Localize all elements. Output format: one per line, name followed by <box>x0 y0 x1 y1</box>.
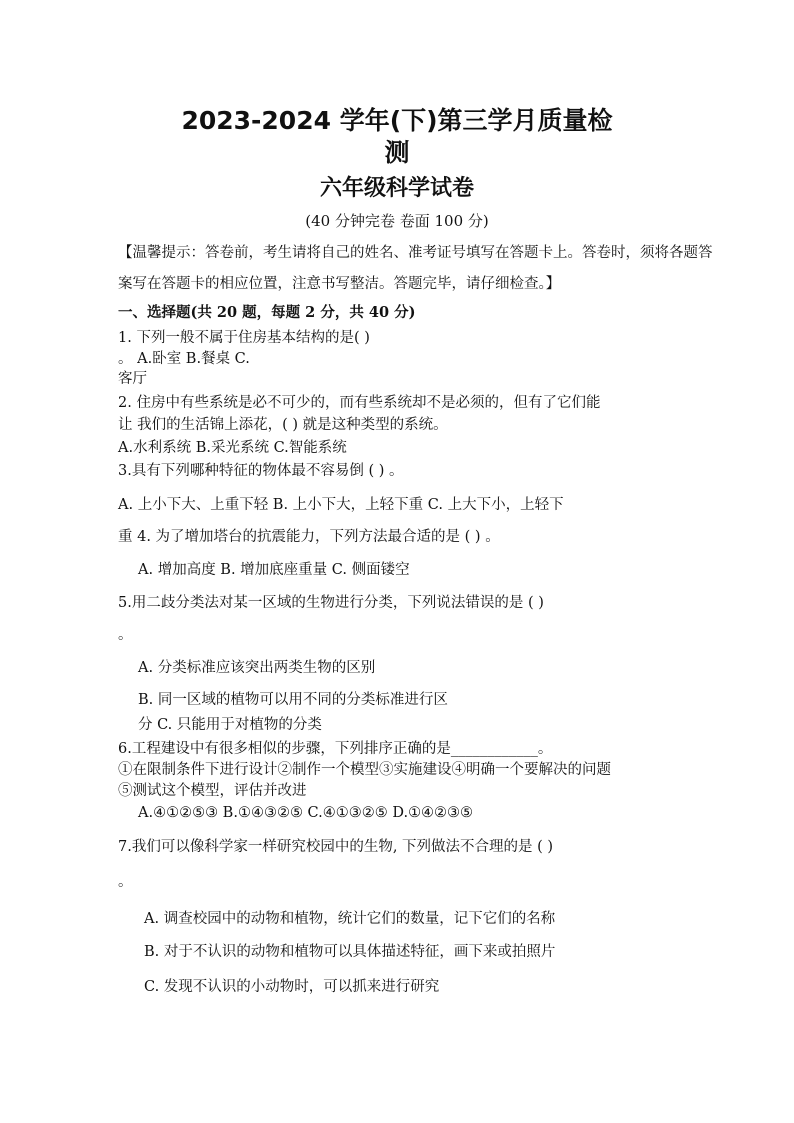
q4-options: A. 增加高度 B. 增加底座重量 C. 侧面镂空 <box>138 562 410 578</box>
q5-option-c: 分 C. 只能用于对植物的分类 <box>138 717 322 733</box>
q5-option-b: B. 同一区域的植物可以用不同的分类标准进行区 <box>138 692 448 708</box>
q5-stem-end: 。 <box>118 627 133 643</box>
q3-options-line1: A. 上小下大、上重下轻 B. 上小下大，上轻下重 C. 上大下小，上轻下 <box>118 497 564 513</box>
q7-option-a: A. 调查校园中的动物和植物，统计它们的数量，记下它们的名称 <box>144 911 556 927</box>
q5-option-a: A. 分类标准应该突出两类生物的区别 <box>138 660 376 676</box>
q6-steps-line2: ⑤测试这个模型，评估并改进 <box>118 783 307 799</box>
q2-stem-line1: 2. 住房中有些系统是必不可少的，而有些系统却不是必须的，但有了它们能 <box>118 395 601 411</box>
exam-title-line1: 2023-2024 学年(下)第三学月质量检 <box>181 106 613 135</box>
q2-options: A.水利系统 B.采光系统 C.智能系统 <box>118 440 347 456</box>
q7-stem: 7.我们可以像科学家一样研究校园中的生物, 下列做法不合理的是 ( ) <box>118 839 554 855</box>
section-1-heading: 一、选择题(共 20 题，每题 2 分，共 40 分) <box>118 304 416 321</box>
tip-line-1: 【温馨提示：答卷前，考生请将自己的姓名、准考证号填写在答题卡上。答卷时，须将各题答 <box>118 245 713 261</box>
q7-stem-end: 。 <box>118 874 133 890</box>
q3-stem: 3.具有下列哪种特征的物体最不容易倒 ( ) 。 <box>118 463 404 479</box>
exam-subtitle: 六年级科学试卷 <box>319 176 474 201</box>
q6-stem: 6.工程建设中有很多相似的步骤，下列排序正确的是____________。 <box>118 741 553 757</box>
q1-option-wrap: 客厅 <box>118 371 147 387</box>
q2-stem-line2: 让 我们的生活锦上添花，( ) 就是这种类型的系统。 <box>118 417 448 433</box>
q3-options-line2: 重 4. 为了增加塔台的抗震能力，下列方法最合适的是 ( ) 。 <box>118 529 500 545</box>
q1-stem: 1. 下列一般不属于住房基本结构的是( ) <box>118 330 370 346</box>
time-note: (40 分钟完卷 卷面 100 分) <box>305 212 489 230</box>
q7-option-c: C. 发现不认识的小动物时，可以抓来进行研究 <box>144 979 440 995</box>
exam-title-line2: 测 <box>384 138 410 167</box>
q6-options: A.④①②⑤③ B.①④③②⑤ C.④①③②⑤ D.①④②③⑤ <box>138 805 474 821</box>
q6-steps-line1: ①在限制条件下进行设计②制作一个模型③实施建设④明确一个要解决的问题 <box>118 762 611 778</box>
q1-options: 。 A.卧室 B.餐桌 C. <box>118 351 250 367</box>
q7-option-b: B. 对于不认识的动物和植物可以具体描述特征，画下来或拍照片 <box>144 944 556 960</box>
tip-line-2: 案写在答题卡的相应位置，注意书写整洁。答题完毕，请仔细检查。】 <box>118 276 561 292</box>
q5-stem: 5.用二歧分类法对某一区域的生物进行分类，下列说法错误的是 ( ) <box>118 595 544 611</box>
